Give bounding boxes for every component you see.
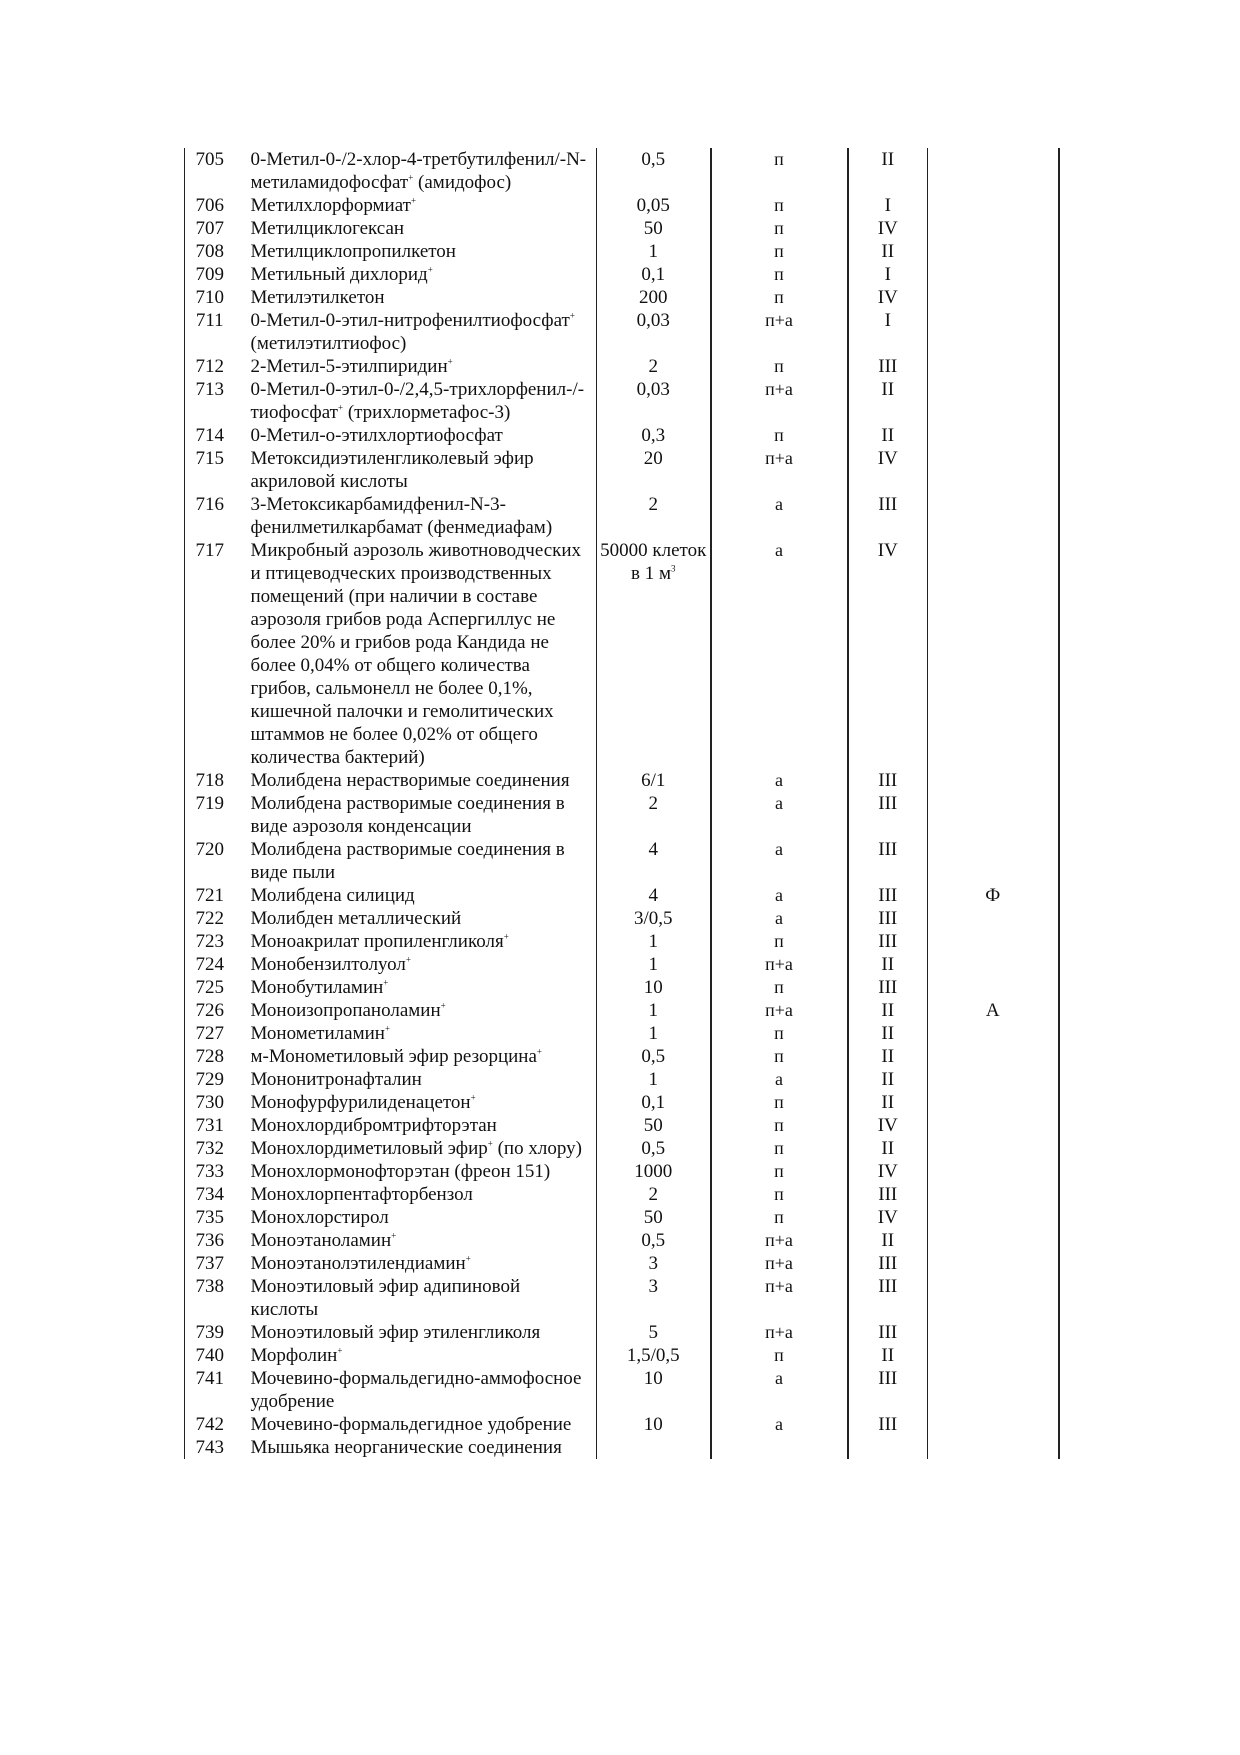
max-concentration: 10 (643, 1368, 663, 1389)
aggregate-state: п+а (711, 447, 848, 493)
substance-name: Монохлормонофторэтан (фреон 151) (235, 1160, 597, 1183)
hazard-class: IV (848, 1114, 928, 1137)
hazard-class: IV (848, 1160, 928, 1183)
max-concentration: 50 (643, 218, 663, 239)
max-concentration: 6/1 (641, 770, 666, 791)
aggregate-state: п (711, 1206, 848, 1229)
aggregate-state: п+а (711, 953, 848, 976)
row-number: 720 (185, 838, 235, 884)
action-feature (928, 1068, 1059, 1091)
table-row (185, 907, 1059, 930)
table-row (185, 447, 1059, 493)
hazard-class: III (848, 884, 928, 907)
row-number: 721 (185, 884, 235, 907)
row-number: 734 (185, 1183, 235, 1206)
hazard-class: II (848, 240, 928, 263)
hazard-class: II (848, 999, 928, 1022)
hazard-mark: + (465, 1253, 471, 1264)
table-row (185, 1183, 1059, 1206)
action-feature (928, 1183, 1059, 1206)
max-concentration: 0,03 (636, 310, 670, 331)
row-number: 726 (185, 999, 235, 1022)
row-number: 708 (185, 240, 235, 263)
hazard-class: I (848, 309, 928, 355)
substance-name: Метоксидиэтиленгликолевый эфир акриловой кислоты (235, 447, 597, 493)
hazard-mark: + (487, 1138, 493, 1149)
max-concentration: 200 (639, 287, 668, 308)
row-number: 722 (185, 907, 235, 930)
max-concentration: 0,5 (641, 1046, 666, 1067)
row-number: 730 (185, 1091, 235, 1114)
substance-name: Молибдена растворимые соединения в виде пыли (235, 838, 597, 884)
table-row (185, 1091, 1059, 1114)
substance-name: 0-Метил-0-/2-хлор-4-третбутилфенил/-N-метиламидофосфат+ (амидофос) (235, 148, 597, 194)
substance-name: Морфолин+ (235, 1344, 597, 1367)
table-row (185, 1344, 1059, 1367)
action-feature (928, 286, 1059, 309)
row-number: 716 (185, 493, 235, 539)
action-feature (928, 1275, 1059, 1321)
action-feature (928, 976, 1059, 999)
hazard-class: IV (848, 539, 928, 769)
substance-name: Монофурфурилиденацетон+ (235, 1091, 597, 1114)
hazard-class: IV (848, 1206, 928, 1229)
aggregate-state: п (711, 424, 848, 447)
max-concentration: 0,1 (641, 264, 666, 285)
hazard-class: I (848, 194, 928, 217)
action-feature (928, 1344, 1059, 1367)
aggregate-state: п (711, 1344, 848, 1367)
aggregate-state: п (711, 286, 848, 309)
substance-name: Монобутиламин+ (235, 976, 597, 999)
table-row (185, 769, 1059, 792)
row-number: 718 (185, 769, 235, 792)
substance-name: Монохлорстирол (235, 1206, 597, 1229)
max-concentration: 0,03 (636, 379, 670, 400)
max-concentration: 10 (643, 977, 663, 998)
table-row (185, 1229, 1059, 1252)
max-concentration: 0,5 (641, 1230, 666, 1251)
action-feature (928, 148, 1059, 194)
hazard-class (848, 1436, 928, 1459)
hazard-class: II (848, 1068, 928, 1091)
substance-name: Молибдена растворимые соединения в виде аэрозоля конденсации (235, 792, 597, 838)
row-number: 733 (185, 1160, 235, 1183)
substance-name: Моноэтиловый эфир адипиновой кислоты (235, 1275, 597, 1321)
hazard-class: II (848, 953, 928, 976)
hazard-mark: + (384, 1023, 391, 1034)
max-concentration: 10 (643, 1414, 663, 1435)
table-row (185, 1022, 1059, 1045)
hazard-class: II (848, 1229, 928, 1252)
substance-name: Мочевино-формальдегидное удобрение (235, 1413, 597, 1436)
max-concentration: 1000 (634, 1161, 673, 1182)
action-feature (928, 1436, 1059, 1459)
table-row (185, 493, 1059, 539)
substance-name: Моноэтанолэтилендиамин+ (235, 1252, 597, 1275)
aggregate-state: п (711, 1022, 848, 1045)
table-row (185, 1436, 1059, 1459)
substance-name: Монобензилтолуол+ (235, 953, 597, 976)
max-concentration: 3 (648, 1276, 658, 1297)
row-number: 705 (185, 148, 235, 194)
aggregate-state: п (711, 976, 848, 999)
aggregate-state: а (711, 1413, 848, 1436)
substance-name: Мононитронафталин (235, 1068, 597, 1091)
aggregate-state: п+а (711, 1229, 848, 1252)
substance-name: Молибдена силицид (235, 884, 597, 907)
row-number: 737 (185, 1252, 235, 1275)
hazard-mark: + (470, 1092, 476, 1103)
table-row (185, 1137, 1059, 1160)
aggregate-state: п+а (711, 1321, 848, 1344)
row-number: 739 (185, 1321, 235, 1344)
hazard-mark: + (569, 310, 575, 321)
substance-name: Моноэтаноламин+ (235, 1229, 597, 1252)
action-feature (928, 539, 1059, 769)
hazard-mark: + (536, 1046, 542, 1057)
row-number: 707 (185, 217, 235, 240)
row-number: 706 (185, 194, 235, 217)
row-number: 743 (185, 1436, 235, 1459)
aggregate-state: п (711, 1045, 848, 1068)
max-concentration: 50 (643, 1115, 663, 1136)
row-number: 714 (185, 424, 235, 447)
action-feature (928, 263, 1059, 286)
table-row (185, 286, 1059, 309)
max-concentration: 2 (648, 494, 658, 515)
row-number: 717 (185, 539, 235, 769)
max-concentration (597, 1436, 711, 1459)
substance-name: Метилциклопропилкетон (235, 240, 597, 263)
action-feature (928, 1206, 1059, 1229)
row-number: 723 (185, 930, 235, 953)
aggregate-state: п+а (711, 1275, 848, 1321)
max-concentration: 1,5/0,5 (626, 1345, 680, 1366)
max-concentration: 1 (648, 931, 658, 952)
action-feature (928, 1413, 1059, 1436)
action-feature (928, 1091, 1059, 1114)
hazard-mark: + (405, 954, 411, 965)
hazard-class: III (848, 976, 928, 999)
aggregate-state: п (711, 240, 848, 263)
table-row (185, 999, 1059, 1022)
aggregate-state: п (711, 148, 848, 194)
max-concentration: 50 (643, 1207, 663, 1228)
substances-table (184, 148, 1060, 1459)
table-row (185, 194, 1059, 217)
table-row (185, 424, 1059, 447)
action-feature (928, 1114, 1059, 1137)
hazard-class: III (848, 1321, 928, 1344)
row-number: 735 (185, 1206, 235, 1229)
substance-name: Моноизопропаноламин+ (235, 999, 597, 1022)
aggregate-state: п (711, 1160, 848, 1183)
substance-name: Молибдена нерастворимые соединения (235, 769, 597, 792)
table-row (185, 355, 1059, 378)
max-concentration: 3/0,5 (633, 908, 673, 929)
aggregate-state: а (711, 907, 848, 930)
substances-table-body (185, 148, 1059, 1459)
aggregate-state: п (711, 217, 848, 240)
action-feature (928, 194, 1059, 217)
action-feature: Ф (928, 884, 1059, 907)
hazard-class: II (848, 1344, 928, 1367)
table-row (185, 1275, 1059, 1321)
action-feature (928, 1137, 1059, 1160)
hazard-class: II (848, 1022, 928, 1045)
row-number: 715 (185, 447, 235, 493)
action-feature (928, 240, 1059, 263)
substance-name: Метилэтилкетон (235, 286, 597, 309)
hazard-class: II (848, 424, 928, 447)
substance-name: Монохлордиметиловый эфир+ (по хлору) (235, 1137, 597, 1160)
aggregate-state: а (711, 1068, 848, 1091)
hazard-mark: + (410, 195, 417, 206)
table-row (185, 1321, 1059, 1344)
max-concentration: 5 (648, 1322, 658, 1343)
hazard-class: III (848, 838, 928, 884)
hazard-mark: + (503, 931, 509, 942)
row-number: 712 (185, 355, 235, 378)
aggregate-state: п (711, 1183, 848, 1206)
action-feature (928, 217, 1059, 240)
aggregate-state: п (711, 1137, 848, 1160)
hazard-class: III (848, 930, 928, 953)
substance-name: Мышьяка неорганические соединения (235, 1436, 597, 1459)
substance-name: Монометиламин+ (235, 1022, 597, 1045)
table-row (185, 309, 1059, 355)
hazard-class: IV (848, 286, 928, 309)
hazard-mark: + (391, 1230, 397, 1241)
table-row (185, 217, 1059, 240)
table-row (185, 930, 1059, 953)
action-feature (928, 424, 1059, 447)
hazard-class: III (848, 1183, 928, 1206)
max-concentration: 0,5 (641, 149, 666, 170)
substance-name: 0-Метил-0-этил-0-/2,4,5-трихлорфенил-/-тиофосфат+ (трихлорметафос-3) (235, 378, 597, 424)
hazard-mark: + (337, 1345, 343, 1356)
hazard-class: III (848, 493, 928, 539)
substance-name: Молибден металлический (235, 907, 597, 930)
table-row (185, 240, 1059, 263)
row-number: 713 (185, 378, 235, 424)
hazard-class: II (848, 148, 928, 194)
hazard-mark: + (427, 264, 433, 275)
aggregate-state: а (711, 539, 848, 769)
aggregate-state: п+а (711, 309, 848, 355)
substance-name: 0-Метил-0-этил-нитрофенилтиофосфат+ (метилэтилтиофос) (235, 309, 597, 355)
value-superscript: 3 (671, 563, 676, 574)
max-concentration: 1 (648, 1069, 658, 1090)
hazard-class: III (848, 769, 928, 792)
row-number: 742 (185, 1413, 235, 1436)
max-concentration: 4 (648, 885, 658, 906)
table-row (185, 884, 1059, 907)
hazard-class: III (848, 792, 928, 838)
row-number: 719 (185, 792, 235, 838)
substance-name: Метилхлорформиат+ (235, 194, 597, 217)
table-row (185, 1045, 1059, 1068)
table-row (185, 1206, 1059, 1229)
row-number: 740 (185, 1344, 235, 1367)
hazard-class: II (848, 1091, 928, 1114)
row-number: 736 (185, 1229, 235, 1252)
action-feature (928, 1160, 1059, 1183)
hazard-class: I (848, 263, 928, 286)
table-row (185, 378, 1059, 424)
substance-name: Метильный дихлорид+ (235, 263, 597, 286)
table-row (185, 1367, 1059, 1413)
action-feature (928, 355, 1059, 378)
substance-name: м-Монометиловый эфир резорцина+ (235, 1045, 597, 1068)
action-feature (928, 493, 1059, 539)
max-concentration: 1 (648, 1000, 658, 1021)
hazard-mark: + (408, 172, 414, 183)
substance-name: Метилциклогексан (235, 217, 597, 240)
hazard-class: IV (848, 217, 928, 240)
substance-name: 2-Метил-5-этилпиридин+ (235, 355, 597, 378)
action-feature (928, 930, 1059, 953)
table-row (185, 1068, 1059, 1091)
hazard-class: III (848, 1275, 928, 1321)
row-number: 727 (185, 1022, 235, 1045)
table-row (185, 539, 1059, 769)
table-row (185, 792, 1059, 838)
substance-name: Монохлорпентафторбензол (235, 1183, 597, 1206)
aggregate-state: а (711, 1367, 848, 1413)
action-feature (928, 378, 1059, 424)
aggregate-state: п+а (711, 378, 848, 424)
action-feature (928, 447, 1059, 493)
aggregate-state (711, 1436, 848, 1459)
table-row (185, 263, 1059, 286)
table-row (185, 1252, 1059, 1275)
aggregate-state: а (711, 884, 848, 907)
action-feature (928, 1045, 1059, 1068)
max-concentration: 0,3 (641, 425, 666, 446)
hazard-class: II (848, 378, 928, 424)
hazard-mark: + (337, 402, 344, 413)
aggregate-state: п+а (711, 999, 848, 1022)
substance-name: Монохлордибромтрифторэтан (235, 1114, 597, 1137)
action-feature (928, 1022, 1059, 1045)
hazard-class: III (848, 1252, 928, 1275)
aggregate-state: а (711, 769, 848, 792)
action-feature: А (928, 999, 1059, 1022)
action-feature (928, 769, 1059, 792)
row-number: 728 (185, 1045, 235, 1068)
row-number: 738 (185, 1275, 235, 1321)
row-number: 724 (185, 953, 235, 976)
table-row (185, 953, 1059, 976)
row-number: 710 (185, 286, 235, 309)
table-row (185, 1413, 1059, 1436)
hazard-class: IV (848, 447, 928, 493)
substance-name: Моноэтиловый эфир этиленгликоля (235, 1321, 597, 1344)
aggregate-state: п (711, 355, 848, 378)
row-number: 741 (185, 1367, 235, 1413)
aggregate-state: а (711, 838, 848, 884)
max-concentration: 0,1 (641, 1092, 666, 1113)
hazard-class: III (848, 907, 928, 930)
hazard-class: II (848, 1045, 928, 1068)
table-row (185, 148, 1059, 194)
hazard-mark: + (383, 977, 389, 988)
row-number: 711 (185, 309, 235, 355)
hazard-class: II (848, 1137, 928, 1160)
aggregate-state: п+а (711, 1252, 848, 1275)
row-number: 731 (185, 1114, 235, 1137)
max-concentration: 2 (648, 793, 658, 814)
table-row (185, 976, 1059, 999)
max-concentration: 1 (648, 1023, 658, 1044)
max-concentration: 0,5 (641, 1138, 666, 1159)
table-row (185, 838, 1059, 884)
substance-name: 3-Метоксикарбамидфенил-N-3-фенилметилкарбамат (фенмедиафам) (235, 493, 597, 539)
hazard-mark: + (440, 1000, 446, 1011)
aggregate-state: п (711, 1114, 848, 1137)
action-feature (928, 1321, 1059, 1344)
max-concentration: 3 (648, 1253, 658, 1274)
table-row (185, 1114, 1059, 1137)
max-concentration: 1 (648, 241, 658, 262)
row-number: 729 (185, 1068, 235, 1091)
max-concentration: 1 (648, 954, 658, 975)
row-number: 725 (185, 976, 235, 999)
row-number: 709 (185, 263, 235, 286)
aggregate-state: п (711, 263, 848, 286)
action-feature (928, 309, 1059, 355)
aggregate-state: п (711, 194, 848, 217)
hazard-class: III (848, 1413, 928, 1436)
aggregate-state: а (711, 493, 848, 539)
row-number: 732 (185, 1137, 235, 1160)
action-feature (928, 1229, 1059, 1252)
action-feature (928, 1252, 1059, 1275)
max-concentration: 2 (648, 356, 658, 377)
aggregate-state: п (711, 1091, 848, 1114)
substance-name: Микробный аэрозоль животноводческих и птицеводческих производственных помещений (при наличии в составе аэрозоля грибов рода Аспергиллус не более 20% и грибов рода Кандида не более 0,04% от общего количества грибов, сальмонелл не более 0,1%, кишечной палочки и гемолитических штаммов не более 0,02% от общего количества бактерий) (235, 539, 597, 769)
max-concentration: 20 (643, 448, 663, 469)
substance-name: 0-Метил-о-этилхлортиофосфат (235, 424, 597, 447)
aggregate-state: а (711, 792, 848, 838)
aggregate-state: п (711, 930, 848, 953)
substance-name: Моноакрилат пропиленгликоля+ (235, 930, 597, 953)
action-feature (928, 907, 1059, 930)
substance-name: Мочевино-формальдегидно-аммофосное удобрение (235, 1367, 597, 1413)
max-concentration: 50000 клеток в 1 $м^3$ (600, 540, 707, 584)
hazard-class: III (848, 355, 928, 378)
max-concentration: 4 (648, 839, 658, 860)
max-concentration: 0,05 (636, 195, 670, 216)
table-row (185, 1160, 1059, 1183)
hazard-mark: + (447, 356, 453, 367)
hazard-class: III (848, 1367, 928, 1413)
action-feature (928, 838, 1059, 884)
action-feature (928, 792, 1059, 838)
action-feature (928, 953, 1059, 976)
max-concentration: 2 (648, 1184, 658, 1205)
action-feature (928, 1367, 1059, 1413)
